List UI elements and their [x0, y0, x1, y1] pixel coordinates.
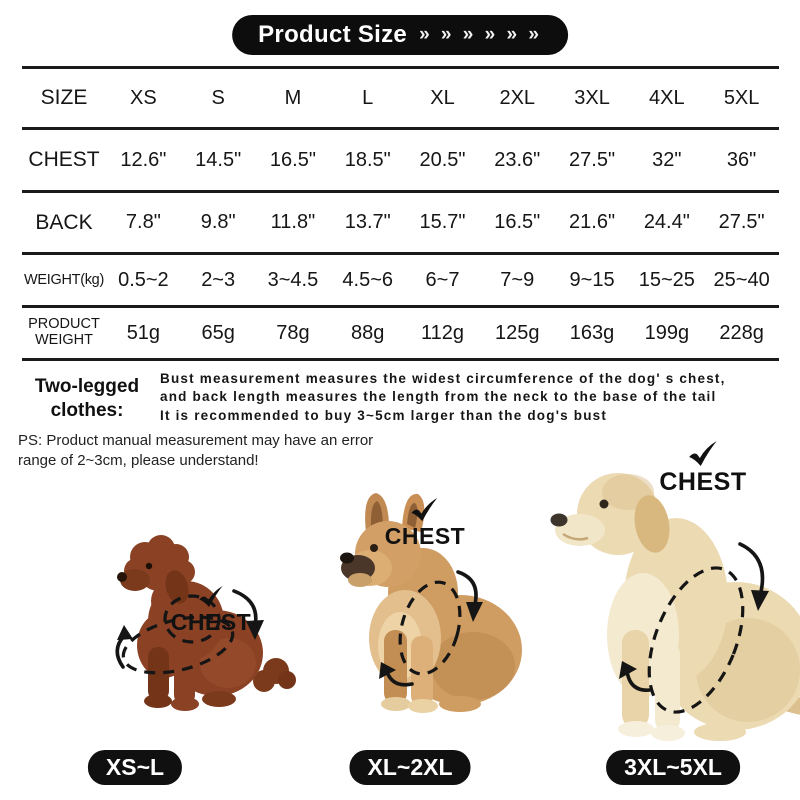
table-cell: 18.5" — [344, 148, 391, 171]
row-header-weight: WEIGHT(kg) — [24, 272, 104, 288]
table-cell: 163g — [569, 321, 615, 344]
row-header-size: SIZE — [40, 86, 88, 109]
table-row-product-weight — [22, 308, 779, 361]
row-header-product-weight: PRODUCT WEIGHT — [28, 316, 100, 348]
table-row-size — [22, 69, 779, 130]
table-cell: 88g — [351, 321, 385, 344]
table-cell: 15~25 — [638, 268, 695, 291]
note-line: Bust measurement measures the widest circumference of the dog' s chest, — [160, 371, 726, 386]
table-cell: XS — [130, 86, 157, 109]
table-cell: M — [284, 86, 302, 109]
table-cell: 7.8" — [125, 211, 161, 233]
table-cell: 16.5" — [269, 148, 316, 171]
table-cell: S — [211, 86, 225, 109]
table-cell: 36" — [726, 148, 757, 171]
product-size-header — [232, 15, 568, 55]
size-range-badge-3xl-5xl: 3XL~5XL — [606, 750, 740, 785]
table-row-back — [22, 193, 779, 255]
ps-disclaimer — [18, 431, 448, 472]
page-title: Product Size — [258, 21, 408, 48]
table-cell: 199g — [644, 321, 690, 344]
table-cell: 9.8" — [200, 211, 236, 233]
table-cell: 27.5" — [718, 211, 765, 233]
ps-line: range of 2~3cm, please understand! — [18, 452, 259, 470]
table-cell: 21.6" — [569, 211, 616, 233]
row-header-back: BACK — [35, 210, 93, 234]
table-cell: 14.5" — [195, 148, 242, 171]
table-cell: 4.5~6 — [342, 268, 394, 291]
table-cell: L — [362, 86, 374, 109]
table-cell: 3~4.5 — [267, 268, 319, 291]
table-cell: 228g — [719, 321, 764, 344]
table-row-weight — [22, 255, 779, 308]
chest-label: CHEST — [659, 468, 747, 496]
table-cell: 3XL — [574, 86, 610, 109]
table-cell: 12.6" — [120, 148, 167, 171]
table-cell: 112g — [420, 321, 464, 344]
table-cell: 5XL — [723, 86, 760, 109]
two-legged-clothes-label: Two-legged clothes: — [34, 376, 140, 421]
table-row-chest — [22, 130, 779, 193]
table-cell: 6~7 — [425, 268, 460, 291]
chest-annotation — [171, 585, 251, 636]
arrowhead-icon — [117, 625, 133, 640]
chest-label: CHEST — [384, 523, 466, 549]
table-cell: 125g — [495, 321, 540, 344]
chest-annotation — [659, 440, 746, 497]
size-table — [22, 66, 779, 361]
table-cell: XL — [430, 86, 455, 109]
chevron-right-icons: » » » » » » — [419, 24, 542, 45]
table-cell: 27.5" — [569, 148, 616, 171]
note-line: It is recommended to buy 3~5cm larger than the dog's bust — [160, 407, 608, 423]
size-range-badge-xs-l: XS~L — [88, 750, 182, 785]
table-cell: 51g — [126, 321, 161, 344]
table-cell: 2~3 — [201, 268, 236, 291]
table-cell: 23.6" — [494, 148, 541, 171]
table-cell: 15.7" — [419, 211, 466, 233]
table-cell: 0.5~2 — [118, 268, 169, 291]
note-line: and back length measures the length from the neck to the base of the tail — [160, 389, 717, 405]
table-cell: 13.7" — [344, 211, 391, 233]
row-header-chest: CHEST — [28, 148, 100, 171]
checkmark-icon — [197, 585, 224, 608]
table-cell: 11.8" — [270, 211, 316, 233]
table-cell: 65g — [201, 321, 235, 344]
size-range-badge-xl-2xl: XL~2XL — [349, 750, 470, 785]
table-cell: 2XL — [499, 86, 536, 109]
table-cell: 7~9 — [500, 268, 535, 291]
chest-annotation — [385, 497, 465, 550]
table-cell: 78g — [276, 321, 310, 344]
ps-line: PS: Product manual measurement may have an error — [18, 432, 374, 449]
table-cell: 32" — [652, 148, 682, 171]
checkmark-icon — [410, 497, 440, 522]
table-cell: 16.5" — [494, 211, 541, 233]
table-cell: 9~15 — [569, 268, 615, 291]
table-cell: 24.4" — [643, 211, 690, 233]
checkmark-icon — [687, 440, 719, 467]
table-cell: 25~40 — [713, 268, 770, 291]
table-cell: 4XL — [649, 86, 685, 109]
measurement-notes — [22, 370, 779, 425]
measurement-description — [152, 370, 779, 425]
table-cell: 20.5" — [419, 148, 466, 171]
chest-label: CHEST — [170, 609, 252, 635]
